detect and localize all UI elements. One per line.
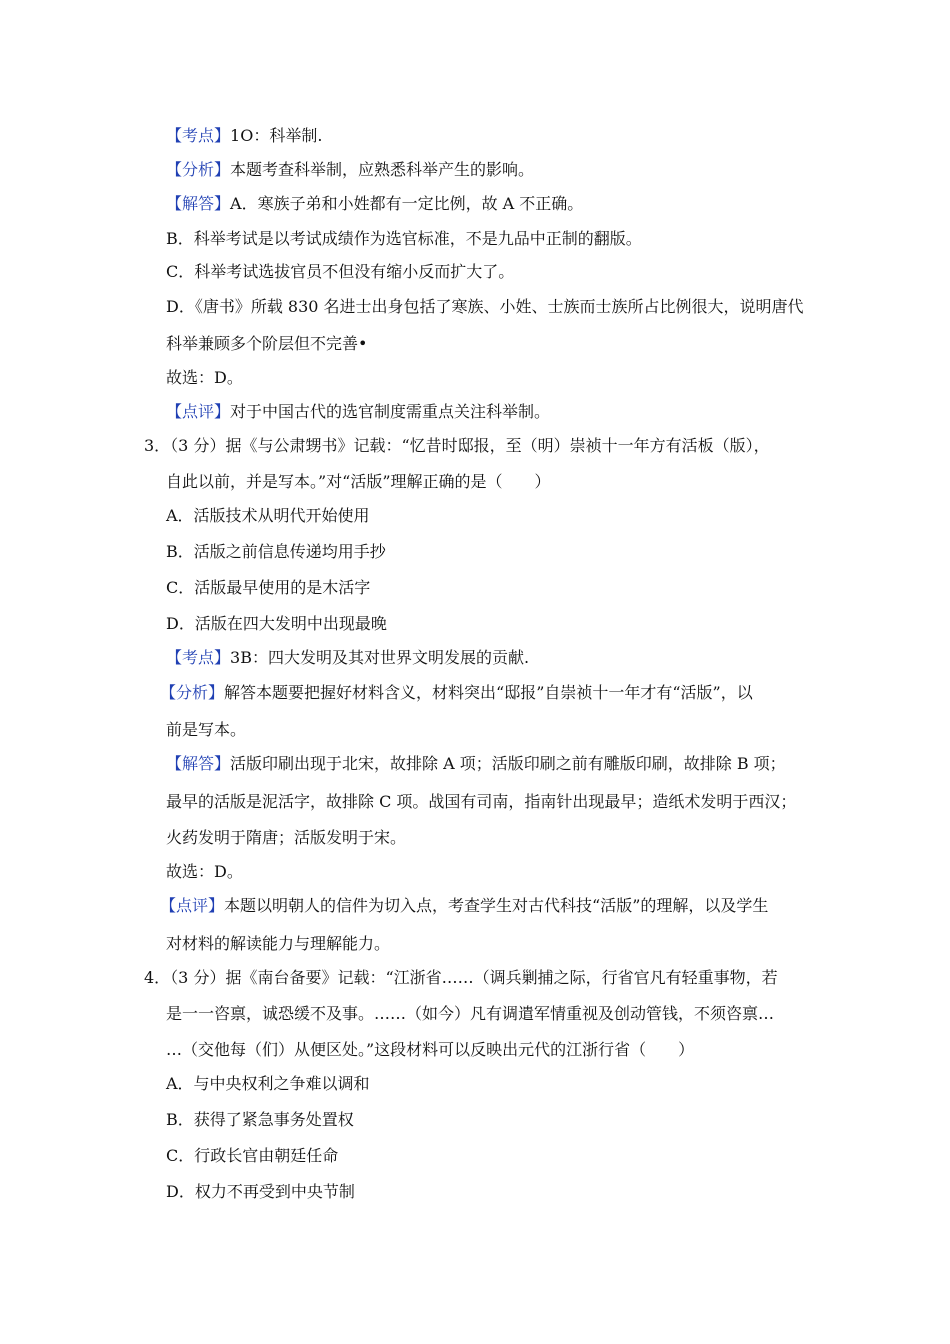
kaodian-tag: 【考点】	[166, 126, 231, 145]
q2-jieda-line	[166, 194, 583, 214]
q3-option-b: B．活版之前信息传递均用手抄	[166, 542, 386, 561]
q4-stem-line2: 是一一咨禀，诚恐缓不及事。……（如今）凡有调遣军情重视及创动管钱，不须咨禀…	[166, 1004, 775, 1023]
q2-answer-b: B．科举考试是以考试成绩作为选官标准，不是九品中正制的翻版。	[166, 229, 642, 248]
q3-kaodian-line	[166, 648, 529, 668]
q4-stem-line3: …（交他每（们）从便区处。”这段材料可以反映出元代的江浙行省（ ）	[166, 1040, 695, 1059]
q3-dianping-line2: 对材料的解读能力与理解能力。	[166, 934, 391, 953]
q3-jieda-line2: 最早的活版是泥活字，故排除 C 项。战国有司南，指南针出现最早；造纸术发明于西汉；	[166, 792, 797, 811]
q4-option-c: C．行政长官由朝廷任命	[166, 1146, 339, 1165]
fenxi-text: 解答本题要把握好材料含义，材料突出“邸报”自崇祯十一年才有“活版”，以	[224, 683, 753, 702]
q2-fenxi-line	[166, 160, 534, 180]
q3-option-a: A．活版技术从明代开始使用	[166, 506, 370, 525]
q2-answer-d-line2: 科举兼顾多个阶层但不完善•	[166, 334, 368, 353]
kaodian-text: 1O：科举制.	[230, 126, 323, 145]
q2-answer-c: C．科举考试选拔官员不但没有缩小反而扩大了。	[166, 262, 515, 281]
q4-option-d: D．权力不再受到中央节制	[166, 1182, 355, 1201]
q3-option-c: C．活版最早使用的是木活字	[166, 578, 371, 597]
dianping-text: 对于中国古代的选官制度需重点关注科举制。	[230, 402, 551, 421]
dianping-text: 本题以明朝人的信件为切入点，考查学生对古代科技“活版”的理解，以及学生	[224, 896, 769, 915]
q4-option-b: B．获得了紧急事务处置权	[166, 1110, 354, 1129]
q3-jieda-line3: 火药发明于隋唐；活版发明于宋。	[166, 828, 407, 847]
q2-final-answer: 故选：D。	[166, 368, 243, 387]
q4-stem-line1: 4．（3 分）据《南台备要》记载：“江浙省……（调兵剿捕之际，行省官凡有轻重事物，若	[144, 968, 778, 987]
q3-final-answer: 故选：D。	[166, 862, 243, 881]
q3-option-d: D．活版在四大发明中出现最晚	[166, 614, 387, 633]
jieda-tag: 【解答】	[166, 754, 231, 773]
q2-answer-d-line1: D．《唐书》所载 830 名进士出身包括了寒族、小姓、士族而士族所占比例很大，说明唐代	[166, 297, 804, 316]
q2-dianping-line	[166, 402, 550, 422]
q2-kaodian-line	[166, 126, 322, 146]
jieda-text: A．寒族子弟和小姓都有一定比例，故 A 不正确。	[230, 194, 584, 213]
q3-jieda-line	[166, 754, 786, 774]
jieda-tag: 【解答】	[166, 194, 231, 213]
fenxi-tag: 【分析】	[166, 160, 231, 179]
q3-dianping-line	[160, 896, 768, 916]
jieda-text: 活版印刷出现于北宋，故排除 A 项；活版印刷之前有雕版印刷，故排除 B 项；	[230, 754, 786, 773]
q3-stem-line1: 3．（3 分）据《与公肃甥书》记载：“忆昔时邸报，至（明）崇祯十一年方有活板（版），	[144, 436, 770, 455]
fenxi-text: 本题考查科举制，应熟悉科举产生的影响。	[230, 160, 535, 179]
q3-stem-line2: 自此以前，并是写本。”对“活版”理解正确的是（ ）	[166, 472, 551, 491]
kaodian-text: 3B：四大发明及其对世界文明发展的贡献.	[230, 648, 530, 667]
q4-option-a: A．与中央权利之争难以调和	[166, 1074, 370, 1093]
q3-fenxi-line2: 前是写本。	[166, 720, 247, 739]
dianping-tag: 【点评】	[160, 896, 225, 915]
q3-fenxi-line	[160, 683, 753, 703]
dianping-tag: 【点评】	[166, 402, 231, 421]
kaodian-tag: 【考点】	[166, 648, 231, 667]
fenxi-tag: 【分析】	[160, 683, 225, 702]
